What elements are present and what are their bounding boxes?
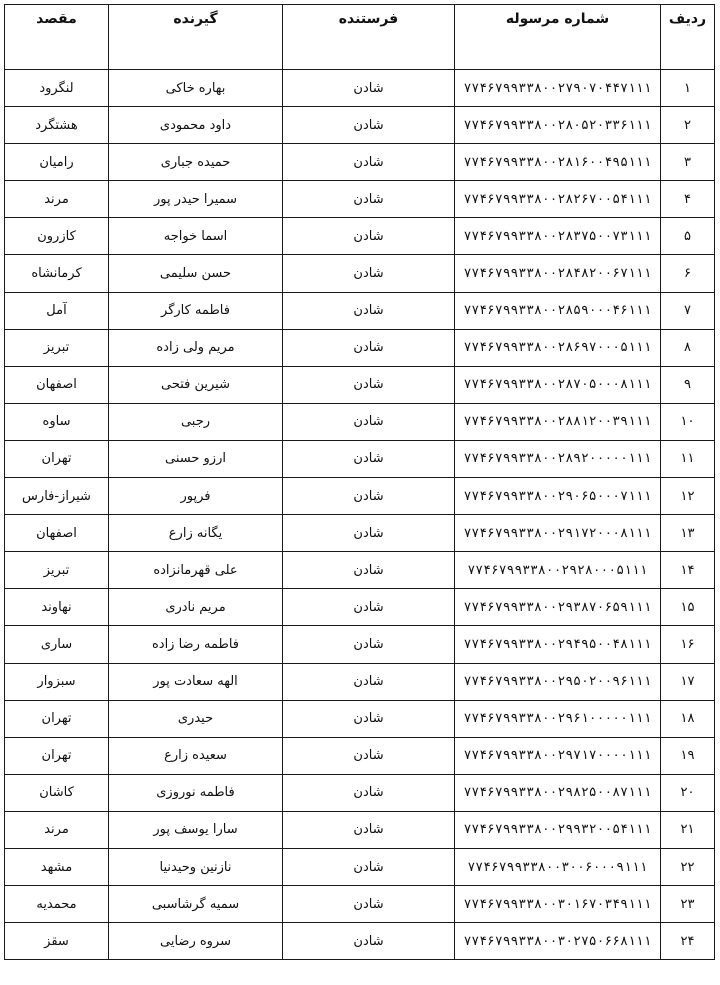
table-row bbox=[5, 255, 715, 292]
destination-cell: تهران bbox=[5, 440, 109, 477]
recipient-cell: یگانه زارع bbox=[109, 515, 283, 552]
tracking-number-cell: ۷۷۴۶۷۹۹۳۳۸۰۰۲۹۶۱۰۰۰۰۰۱۱۱ bbox=[455, 700, 661, 737]
sender-cell: شادن bbox=[283, 589, 455, 626]
row-number-cell: ۱۴ bbox=[661, 552, 715, 589]
tracking-number-cell: ۷۷۴۶۷۹۹۳۳۸۰۰۲۹۰۶۵۰۰۰۷۱۱۱ bbox=[455, 478, 661, 515]
recipient-cell: حسن سلیمی bbox=[109, 255, 283, 292]
table-row bbox=[5, 440, 715, 477]
row-number-cell: ۱۳ bbox=[661, 515, 715, 552]
sender-cell: شادن bbox=[283, 329, 455, 366]
table-header bbox=[5, 5, 715, 70]
recipient-cell: سروه رضایی bbox=[109, 923, 283, 960]
sender-cell: شادن bbox=[283, 440, 455, 477]
tracking-number-cell: ۷۷۴۶۷۹۹۳۳۸۰۰۲۸۰۵۲۰۳۳۶۱۱۱ bbox=[455, 107, 661, 144]
table-row bbox=[5, 774, 715, 811]
sender-cell: شادن bbox=[283, 255, 455, 292]
recipient-cell: مریم ولی زاده bbox=[109, 329, 283, 366]
row-number-cell: ۹ bbox=[661, 366, 715, 403]
sender-cell: شادن bbox=[283, 848, 455, 885]
destination-cell: تبریز bbox=[5, 329, 109, 366]
header-tracking-number: شماره مرسوله bbox=[455, 5, 661, 70]
tracking-number-cell: ۷۷۴۶۷۹۹۳۳۸۰۰۲۸۳۷۵۰۰۷۳۱۱۱ bbox=[455, 218, 661, 255]
row-number-cell: ۱۱ bbox=[661, 440, 715, 477]
recipient-cell: رجبی bbox=[109, 403, 283, 440]
sender-cell: شادن bbox=[283, 292, 455, 329]
recipient-cell: فاطمه نوروزی bbox=[109, 774, 283, 811]
sender-cell: شادن bbox=[283, 144, 455, 181]
recipient-cell: سعیده زارع bbox=[109, 737, 283, 774]
row-number-cell: ۵ bbox=[661, 218, 715, 255]
destination-cell: رامیان bbox=[5, 144, 109, 181]
sender-cell: شادن bbox=[283, 515, 455, 552]
row-number-cell: ۲ bbox=[661, 107, 715, 144]
table-row bbox=[5, 329, 715, 366]
row-number-cell: ۷ bbox=[661, 292, 715, 329]
row-number-cell: ۳ bbox=[661, 144, 715, 181]
shipments-table bbox=[4, 4, 715, 960]
sender-cell: شادن bbox=[283, 700, 455, 737]
recipient-cell: بهاره خاکی bbox=[109, 70, 283, 107]
sender-cell: شادن bbox=[283, 107, 455, 144]
destination-cell: مرند bbox=[5, 811, 109, 848]
tracking-number-cell: ۷۷۴۶۷۹۹۳۳۸۰۰۲۹۲۸۰۰۰۵۱۱۱ bbox=[455, 552, 661, 589]
row-number-cell: ۲۲ bbox=[661, 848, 715, 885]
destination-cell: اصفهان bbox=[5, 366, 109, 403]
recipient-cell: سمیه گرشاسبی bbox=[109, 886, 283, 923]
tracking-number-cell: ۷۷۴۶۷۹۹۳۳۸۰۰۳۰۱۶۷۰۳۴۹۱۱۱ bbox=[455, 886, 661, 923]
recipient-cell: الهه سعادت پور bbox=[109, 663, 283, 700]
table-row bbox=[5, 737, 715, 774]
destination-cell: ساوه bbox=[5, 403, 109, 440]
table-row bbox=[5, 811, 715, 848]
row-number-cell: ۲۳ bbox=[661, 886, 715, 923]
destination-cell: شیراز-فارس bbox=[5, 478, 109, 515]
row-number-cell: ۱۲ bbox=[661, 478, 715, 515]
tracking-number-cell: ۷۷۴۶۷۹۹۳۳۸۰۰۲۸۶۹۷۰۰۰۵۱۱۱ bbox=[455, 329, 661, 366]
sender-cell: شادن bbox=[283, 811, 455, 848]
header-destination: مقصد bbox=[5, 5, 109, 70]
table-row bbox=[5, 515, 715, 552]
tracking-number-cell: ۷۷۴۶۷۹۹۳۳۸۰۰۲۹۷۱۷۰۰۰۰۱۱۱ bbox=[455, 737, 661, 774]
sender-cell: شادن bbox=[283, 923, 455, 960]
row-number-cell: ۱۶ bbox=[661, 626, 715, 663]
destination-cell: اصفهان bbox=[5, 515, 109, 552]
table-row bbox=[5, 70, 715, 107]
destination-cell: لنگرود bbox=[5, 70, 109, 107]
row-number-cell: ۱۰ bbox=[661, 403, 715, 440]
destination-cell: هشتگرد bbox=[5, 107, 109, 144]
destination-cell: ساری bbox=[5, 626, 109, 663]
row-number-cell: ۱۸ bbox=[661, 700, 715, 737]
destination-cell: سبزوار bbox=[5, 663, 109, 700]
sender-cell: شادن bbox=[283, 218, 455, 255]
row-number-cell: ۱۷ bbox=[661, 663, 715, 700]
tracking-number-cell: ۷۷۴۶۷۹۹۳۳۸۰۰۲۹۴۹۵۰۰۴۸۱۱۱ bbox=[455, 626, 661, 663]
table-row bbox=[5, 886, 715, 923]
sender-cell: شادن bbox=[283, 181, 455, 218]
table-row bbox=[5, 700, 715, 737]
tracking-number-cell: ۷۷۴۶۷۹۹۳۳۸۰۰۲۸۱۶۰۰۴۹۵۱۱۱ bbox=[455, 144, 661, 181]
tracking-number-cell: ۷۷۴۶۷۹۹۳۳۸۰۰۲۸۲۶۷۰۰۵۴۱۱۱ bbox=[455, 181, 661, 218]
tracking-number-cell: ۷۷۴۶۷۹۹۳۳۸۰۰۲۸۷۰۵۰۰۰۸۱۱۱ bbox=[455, 366, 661, 403]
sender-cell: شادن bbox=[283, 663, 455, 700]
row-number-cell: ۶ bbox=[661, 255, 715, 292]
sender-cell: شادن bbox=[283, 366, 455, 403]
destination-cell: تبریز bbox=[5, 552, 109, 589]
destination-cell: کازرون bbox=[5, 218, 109, 255]
row-number-cell: ۱۵ bbox=[661, 589, 715, 626]
row-number-cell: ۱ bbox=[661, 70, 715, 107]
table-row bbox=[5, 144, 715, 181]
recipient-cell: سمیرا حیدر پور bbox=[109, 181, 283, 218]
tracking-number-cell: ۷۷۴۶۷۹۹۳۳۸۰۰۲۹۹۳۲۰۰۵۴۱۱۱ bbox=[455, 811, 661, 848]
header-recipient: گیرنده bbox=[109, 5, 283, 70]
table-row bbox=[5, 478, 715, 515]
tracking-number-cell: ۷۷۴۶۷۹۹۳۳۸۰۰۳۰۰۶۰۰۰۹۱۱۱ bbox=[455, 848, 661, 885]
table-row bbox=[5, 292, 715, 329]
destination-cell: محمدیه bbox=[5, 886, 109, 923]
table-row bbox=[5, 366, 715, 403]
destination-cell: تهران bbox=[5, 700, 109, 737]
table-row bbox=[5, 848, 715, 885]
tracking-number-cell: ۷۷۴۶۷۹۹۳۳۸۰۰۲۹۱۷۲۰۰۰۸۱۱۱ bbox=[455, 515, 661, 552]
table-row bbox=[5, 181, 715, 218]
destination-cell: کرمانشاه bbox=[5, 255, 109, 292]
table-row bbox=[5, 107, 715, 144]
recipient-cell: نازنین وحیدنیا bbox=[109, 848, 283, 885]
recipient-cell: اسما خواجه bbox=[109, 218, 283, 255]
destination-cell: مرند bbox=[5, 181, 109, 218]
row-number-cell: ۲۱ bbox=[661, 811, 715, 848]
row-number-cell: ۲۰ bbox=[661, 774, 715, 811]
recipient-cell: فاطمه رضا زاده bbox=[109, 626, 283, 663]
tracking-number-cell: ۷۷۴۶۷۹۹۳۳۸۰۰۳۰۲۷۵۰۶۶۸۱۱۱ bbox=[455, 923, 661, 960]
recipient-cell: حیدری bbox=[109, 700, 283, 737]
recipient-cell: ارزو حسنی bbox=[109, 440, 283, 477]
destination-cell: مشهد bbox=[5, 848, 109, 885]
sender-cell: شادن bbox=[283, 403, 455, 440]
row-number-cell: ۴ bbox=[661, 181, 715, 218]
sender-cell: شادن bbox=[283, 70, 455, 107]
tracking-number-cell: ۷۷۴۶۷۹۹۳۳۸۰۰۲۹۳۸۷۰۶۵۹۱۱۱ bbox=[455, 589, 661, 626]
table-row bbox=[5, 403, 715, 440]
sender-cell: شادن bbox=[283, 552, 455, 589]
tracking-number-cell: ۷۷۴۶۷۹۹۳۳۸۰۰۲۷۹۰۷۰۴۴۷۱۱۱ bbox=[455, 70, 661, 107]
table-row bbox=[5, 663, 715, 700]
recipient-cell: شیرین فتحی bbox=[109, 366, 283, 403]
recipient-cell: سارا یوسف پور bbox=[109, 811, 283, 848]
tracking-number-cell: ۷۷۴۶۷۹۹۳۳۸۰۰۲۸۴۸۲۰۰۶۷۱۱۱ bbox=[455, 255, 661, 292]
table-row bbox=[5, 218, 715, 255]
destination-cell: کاشان bbox=[5, 774, 109, 811]
row-number-cell: ۸ bbox=[661, 329, 715, 366]
tracking-number-cell: ۷۷۴۶۷۹۹۳۳۸۰۰۲۸۹۲۰۰۰۰۰۱۱۱ bbox=[455, 440, 661, 477]
destination-cell: نهاوند bbox=[5, 589, 109, 626]
sender-cell: شادن bbox=[283, 626, 455, 663]
recipient-cell: علی قهرمانزاده bbox=[109, 552, 283, 589]
row-number-cell: ۱۹ bbox=[661, 737, 715, 774]
sender-cell: شادن bbox=[283, 478, 455, 515]
recipient-cell: مریم نادری bbox=[109, 589, 283, 626]
row-number-cell: ۲۴ bbox=[661, 923, 715, 960]
table-row bbox=[5, 552, 715, 589]
recipient-cell: فاطمه کارگر bbox=[109, 292, 283, 329]
tracking-number-cell: ۷۷۴۶۷۹۹۳۳۸۰۰۲۹۸۲۵۰۰۸۷۱۱۱ bbox=[455, 774, 661, 811]
destination-cell: آمل bbox=[5, 292, 109, 329]
destination-cell: تهران bbox=[5, 737, 109, 774]
sender-cell: شادن bbox=[283, 737, 455, 774]
destination-cell: سقز bbox=[5, 923, 109, 960]
header-sender: فرستنده bbox=[283, 5, 455, 70]
table-row bbox=[5, 589, 715, 626]
recipient-cell: فرپور bbox=[109, 478, 283, 515]
tracking-number-cell: ۷۷۴۶۷۹۹۳۳۸۰۰۲۸۵۹۰۰۰۴۶۱۱۱ bbox=[455, 292, 661, 329]
tracking-number-cell: ۷۷۴۶۷۹۹۳۳۸۰۰۲۹۵۰۲۰۰۹۶۱۱۱ bbox=[455, 663, 661, 700]
header-row-number: ردیف bbox=[661, 5, 715, 70]
recipient-cell: داود محمودی bbox=[109, 107, 283, 144]
sender-cell: شادن bbox=[283, 774, 455, 811]
tracking-number-cell: ۷۷۴۶۷۹۹۳۳۸۰۰۲۸۸۱۲۰۰۳۹۱۱۱ bbox=[455, 403, 661, 440]
table-body bbox=[5, 70, 715, 960]
header-row bbox=[5, 5, 715, 70]
recipient-cell: حمیده جباری bbox=[109, 144, 283, 181]
sender-cell: شادن bbox=[283, 886, 455, 923]
table-row bbox=[5, 923, 715, 960]
table-row bbox=[5, 626, 715, 663]
